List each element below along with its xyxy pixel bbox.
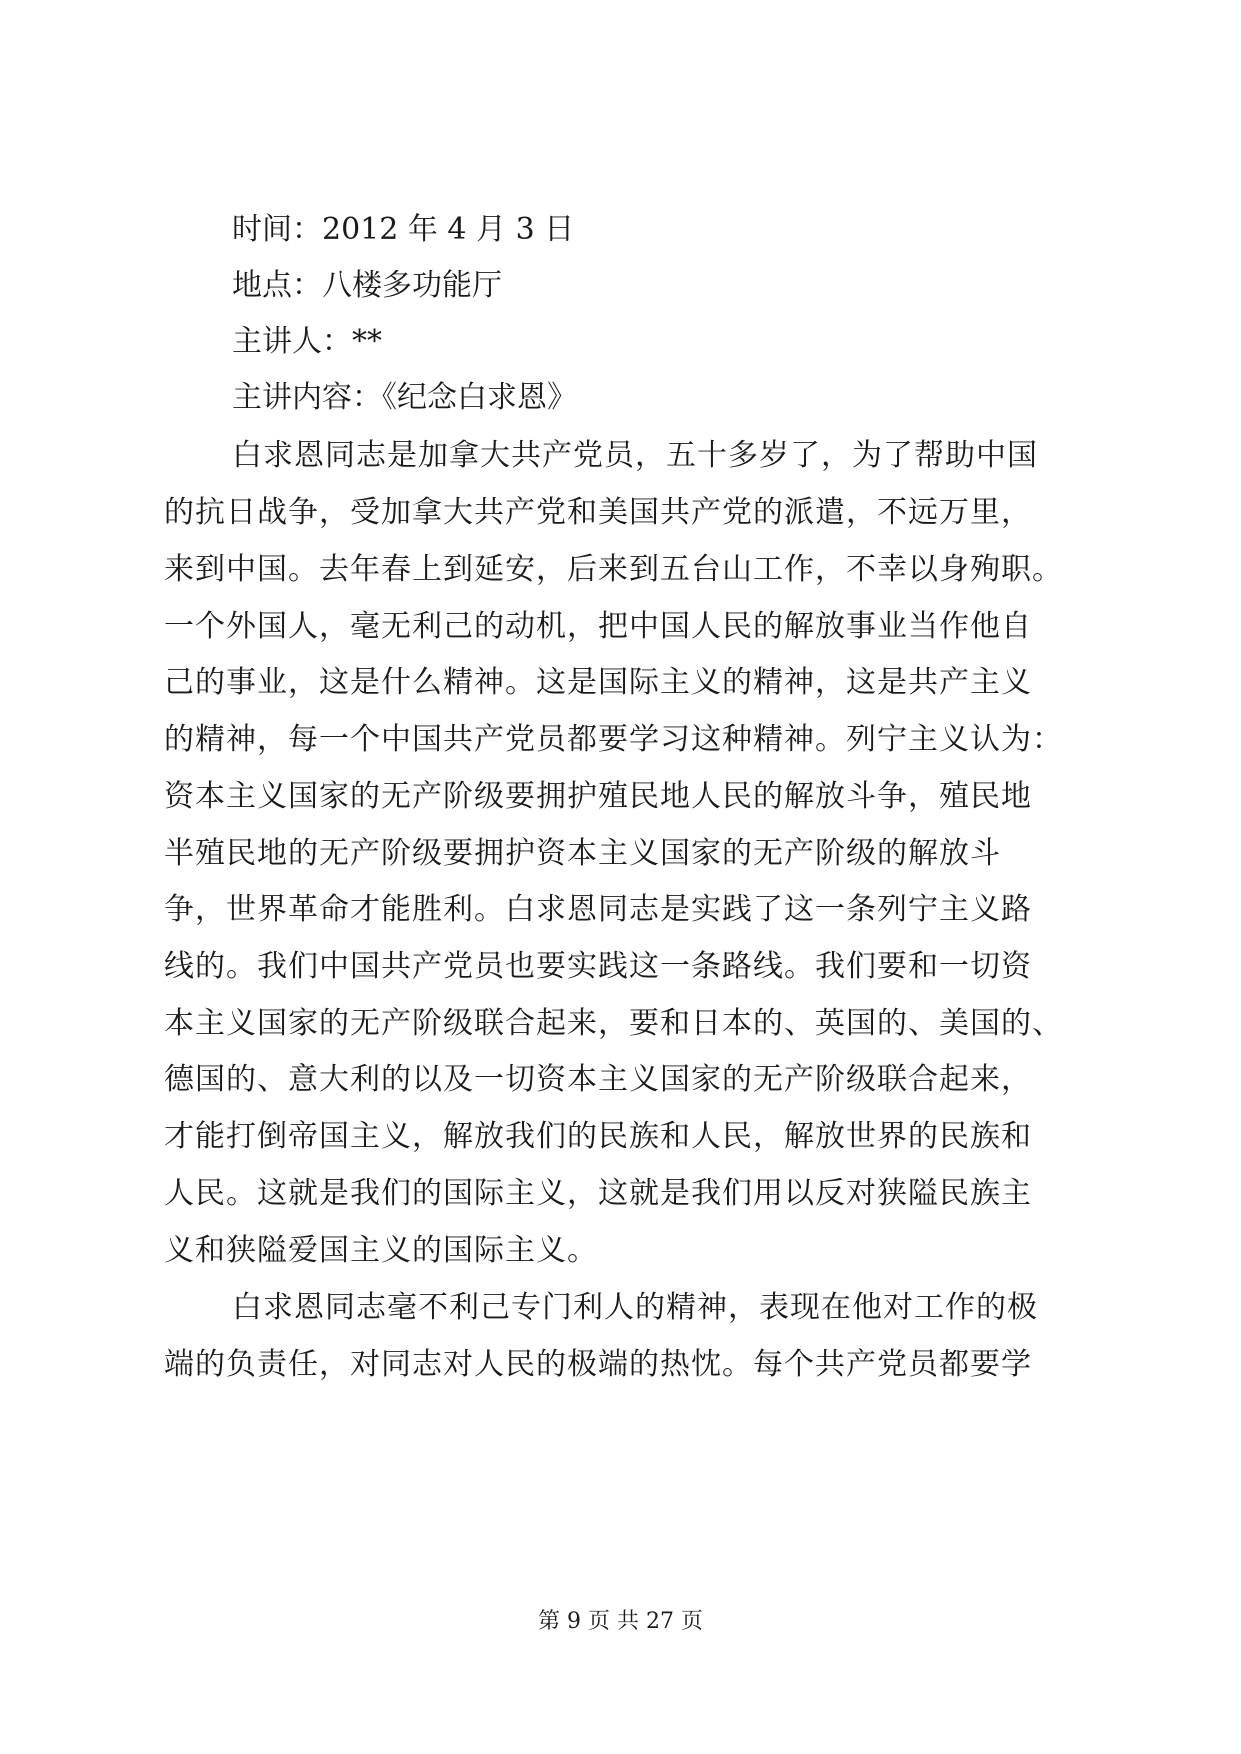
paragraph-line: 人民。这就是我们的国际主义，这就是我们用以反对狭隘民族主 [164,1176,1032,1211]
paragraph-line: 德国的、意大利的以及一切资本主义国家的无产阶级联合起来， [164,1062,1032,1097]
paragraph-line: 的抗日战争，受加拿大共产党和美国共产党的派遣，不远万里， [164,495,1032,530]
paragraph-line: 半殖民地的无产阶级要拥护资本主义国家的无产阶级的解放斗 [164,836,1001,871]
paragraph-line: 资本主义国家的无产阶级要拥护殖民地人民的解放斗争，殖民地 [164,779,1032,814]
page-number-footer: 第 9 页 共 27 页 [538,1609,703,1634]
paragraph-line: 来到中国。去年春上到延安，后来到五台山工作，不幸以身殉职。 [164,552,1063,587]
paragraph-line: 白求恩同志毫不利己专门利人的精神，表现在他对工作的极 [232,1290,1038,1325]
paragraph-line: 义和狭隘爱国主义的国际主义。 [164,1233,598,1268]
paragraph-line: 己的事业，这是什么精神。这是国际主义的精神，这是共产主义 [164,665,1032,700]
paragraph-line: 才能打倒帝国主义，解放我们的民族和人民，解放世界的民族和 [164,1119,1032,1154]
paragraph-line: 争，世界革命才能胜利。白求恩同志是实践了这一条列宁主义路 [164,892,1032,927]
paragraph-line: 线的。我们中国共产党员也要实践这一条路线。我们要和一切资 [164,949,1032,984]
paragraph-line: 一个外国人，毫无利己的动机，把中国人民的解放事业当作他自 [164,609,1032,644]
paragraph-line: 的精神，每一个中国共产党员都要学习这种精神。列宁主义认为： [164,722,1063,757]
lecture-topic: 主讲内容：《纪念白求恩》 [232,380,577,415]
lecture-speaker: 主讲人：** [232,324,382,359]
paragraph-line: 白求恩同志是加拿大共产党员，五十多岁了，为了帮助中国 [232,438,1038,473]
lecture-time: 时间：2012 年 4 月 3 日 [232,212,575,247]
paragraph-line: 端的负责任，对同志对人民的极端的热忱。每个共产党员都要学 [164,1347,1032,1382]
lecture-location: 地点：八楼多功能厅 [232,268,502,303]
paragraph-line: 本主义国家的无产阶级联合起来，要和日本的、英国的、美国的、 [164,1006,1063,1041]
